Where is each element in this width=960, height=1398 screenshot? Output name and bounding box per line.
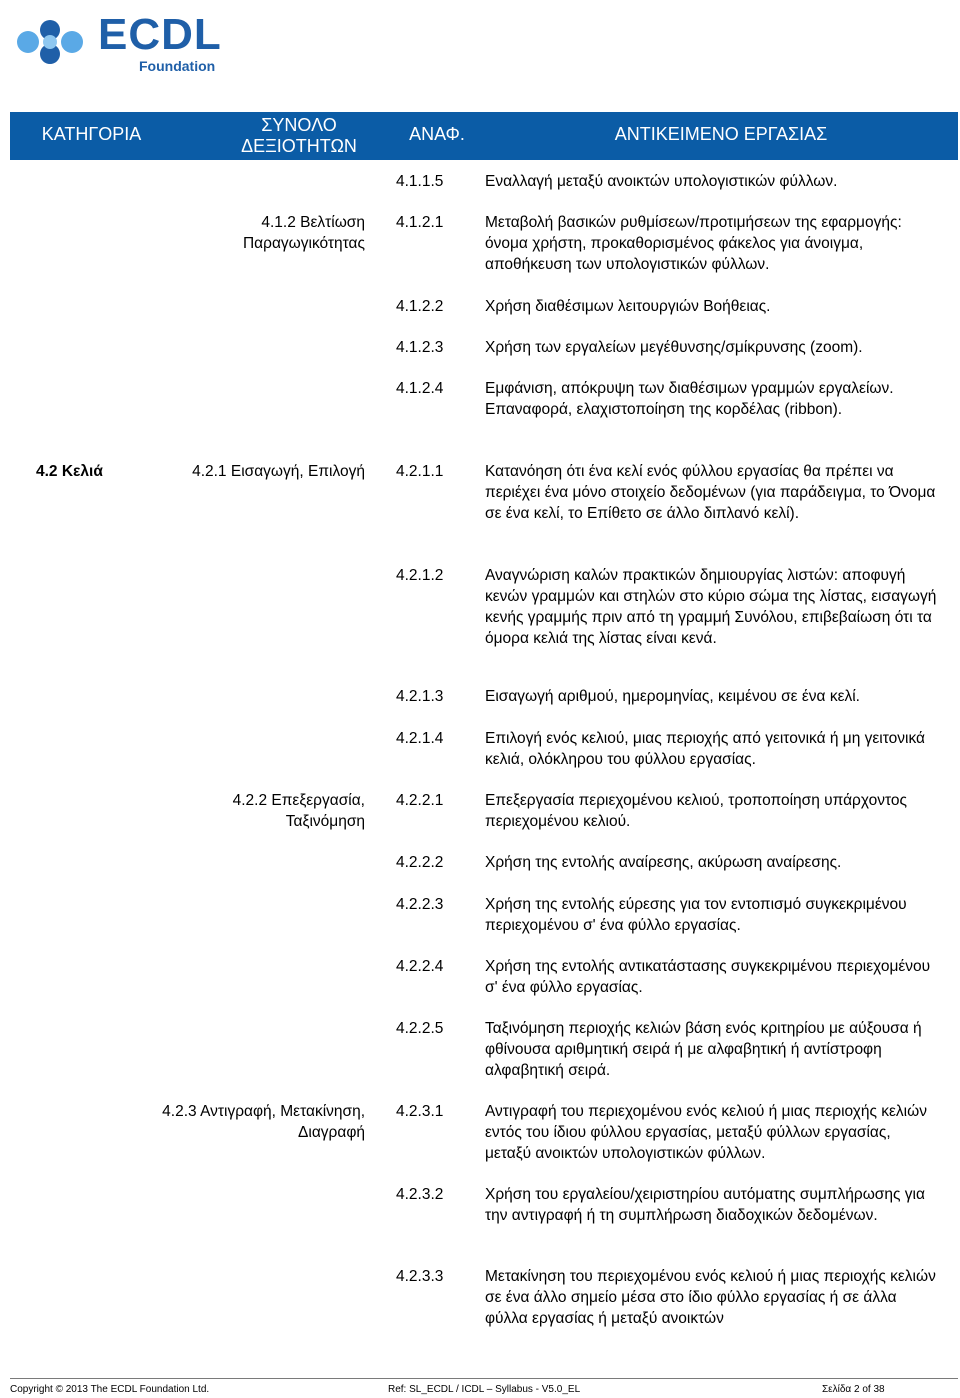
ecdl-logo (14, 8, 224, 74)
header-category: ΚΑΤΗΓΟΡΙΑ (41, 124, 142, 144)
row-ref: 4.2.1.2 (396, 567, 444, 584)
row-ref: 4.2.2.2 (396, 854, 444, 871)
header-task-item: ΑΝΤΙΚΕΙΜΕΝΟ ΕΡΓΑΣΙΑΣ (614, 124, 828, 144)
row-skill-set: 4.2.1 Εισαγωγή, Επιλογή (192, 463, 365, 480)
row-task: Μετακίνηση του περιεχομένου ενός κελιού ή μιας περιοχής κελιών σε ένα άλλο σημείο μέσα στο ίδιο φύλλο εργασίας ή σε άλλα φύλλα εργασίας ή μεταξύ ανοικτών (485, 1268, 936, 1327)
footer-divider (10, 1378, 958, 1379)
row-task: Επεξεργασία περιεχομένου κελιού, τροποποίηση υπάρχοντος περιεχομένου κελιού. (485, 792, 907, 830)
header-skill-set (224, 115, 374, 157)
header-ref: ΑΝΑΦ. (409, 124, 465, 144)
row-task: Χρήση της εντολής αναίρεσης, ακύρωση αναίρεσης. (485, 854, 842, 871)
logo-subtitle: Foundation (139, 58, 216, 74)
row-task: Εμφάνιση, απόκρυψη των διαθέσιμων γραμμών εργαλείων. Επαναφορά, ελαχιστοποίηση της κορδέλας (ribbon). (485, 380, 894, 418)
header-skill-set-line2: ΔΕΞΙΟΤΗΤΩΝ (241, 136, 357, 156)
footer-copyright: Copyright © 2013 The ECDL Foundation Ltd. (10, 1384, 210, 1395)
row-task: Χρήση διαθέσιμων λειτουργιών Βοήθειας. (485, 298, 771, 315)
header-skill-set-line1: ΣΥΝΟΛΟ (261, 115, 337, 135)
row-ref: 4.2.2.5 (396, 1020, 444, 1037)
row-ref: 4.1.2.4 (396, 380, 444, 397)
table-header (10, 112, 958, 160)
row-task: Εισαγωγή αριθμού, ημερομηνίας, κειμένου σε ένα κελί. (485, 688, 860, 705)
row-task: Χρήση της εντολής αντικατάστασης συγκεκριμένου περιεχομένου σ' ένα φύλλο εργασίας. (485, 958, 931, 996)
row-ref: 4.2.1.1 (396, 463, 444, 480)
logo-wordmark: ECDL (98, 10, 222, 59)
row-ref: 4.2.3.1 (396, 1103, 444, 1120)
row-skill-set: 4.2.2 Επεξεργασία, Ταξινόμηση (232, 792, 365, 830)
row-ref: 4.1.2.1 (396, 214, 444, 231)
row-ref: 4.1.2.2 (396, 298, 444, 315)
row-ref: 4.2.2.4 (396, 958, 444, 975)
row-skill-set: 4.1.2 Βελτίωση Παραγωγικότητας (242, 214, 365, 252)
row-task: Εναλλαγή μεταξύ ανοικτών υπολογιστικών φύλλων. (485, 173, 838, 190)
row-task: Αντιγραφή του περιεχομένου ενός κελιού ή μιας περιοχής κελιών εντός του ίδιου φύλλου εργασίας, μεταξύ φύλλων εργασίας, μεταξύ ανοικτών υπολογιστικών φύλλων. (485, 1103, 927, 1162)
row-ref: 4.2.3.3 (396, 1268, 444, 1285)
row-task: Μεταβολή βασικών ρυθμίσεων/προτιμήσεων της εφαρμογής: όνομα χρήστη, προκαθορισμένος φάκελος για άνοιγμα, αποθήκευση των υπολογιστικών φύλλων. (485, 214, 902, 273)
row-ref: 4.2.1.3 (396, 688, 444, 705)
footer-reference: Ref: SL_ECDL / ICDL – Syllabus - V5.0_EL (388, 1384, 581, 1395)
row-category: 4.2 Κελιά (36, 463, 103, 480)
row-task: Χρήση του εργαλείου/χειριστηρίου αυτόματης συμπλήρωσης για την αντιγραφή ή τη συμπλήρωση διαδοχικών δεδομένων. (485, 1186, 925, 1224)
row-task: Επιλογή ενός κελιού, μιας περιοχής από γειτονικά ή μη γειτονικά κελιά, ολόκληρου του φύλλου εργασίας. (485, 730, 925, 768)
row-ref: 4.1.1.5 (396, 173, 444, 190)
row-ref: 4.1.2.3 (396, 339, 444, 356)
row-task: Αναγνώριση καλών πρακτικών δημιουργίας λιστών: αποφυγή κενών γραμμών και στηλών στο κύριο σώμα της λίστας, εισαγωγή κενής γραμμής πριν από τη γραμμή Συνόλου, επιβεβαίωση ότι τα όμορα κελιά της λίστας είναι κενά. (485, 567, 937, 647)
row-task: Χρήση των εργαλείων μεγέθυνσης/σμίκρυνσης (zoom). (485, 339, 863, 356)
row-task: Χρήση της εντολής εύρεσης για τον εντοπισμό συγκεκριμένου περιεχομένου σ' ένα φύλλο εργασίας. (485, 896, 907, 934)
footer-page-number: Σελίδα 2 of 38 (822, 1384, 885, 1395)
row-skill-set: 4.2.3 Αντιγραφή, Μετακίνηση, Διαγραφή (162, 1103, 365, 1141)
ecdl-logo-icon (14, 14, 88, 70)
row-ref: 4.2.2.1 (396, 792, 444, 809)
row-task: Κατανόηση ότι ένα κελί ενός φύλλου εργασίας θα πρέπει να περιέχει ένα μόνο στοιχείο δεδομένων (για παράδειγμα, το Όνομα σε ένα κελί, το Επίθετο σε άλλο διπλανό κελί). (485, 463, 936, 522)
row-ref: 4.2.1.4 (396, 730, 444, 747)
row-ref: 4.2.3.2 (396, 1186, 444, 1203)
row-task: Ταξινόμηση περιοχής κελιών βάση ενός κριτηρίου με αύξουσα ή φθίνουσα αριθμητική σειρά ή με αλφαβητική ή αντίστροφη αλφαβητική σειρά. (485, 1020, 922, 1079)
row-ref: 4.2.2.3 (396, 896, 444, 913)
